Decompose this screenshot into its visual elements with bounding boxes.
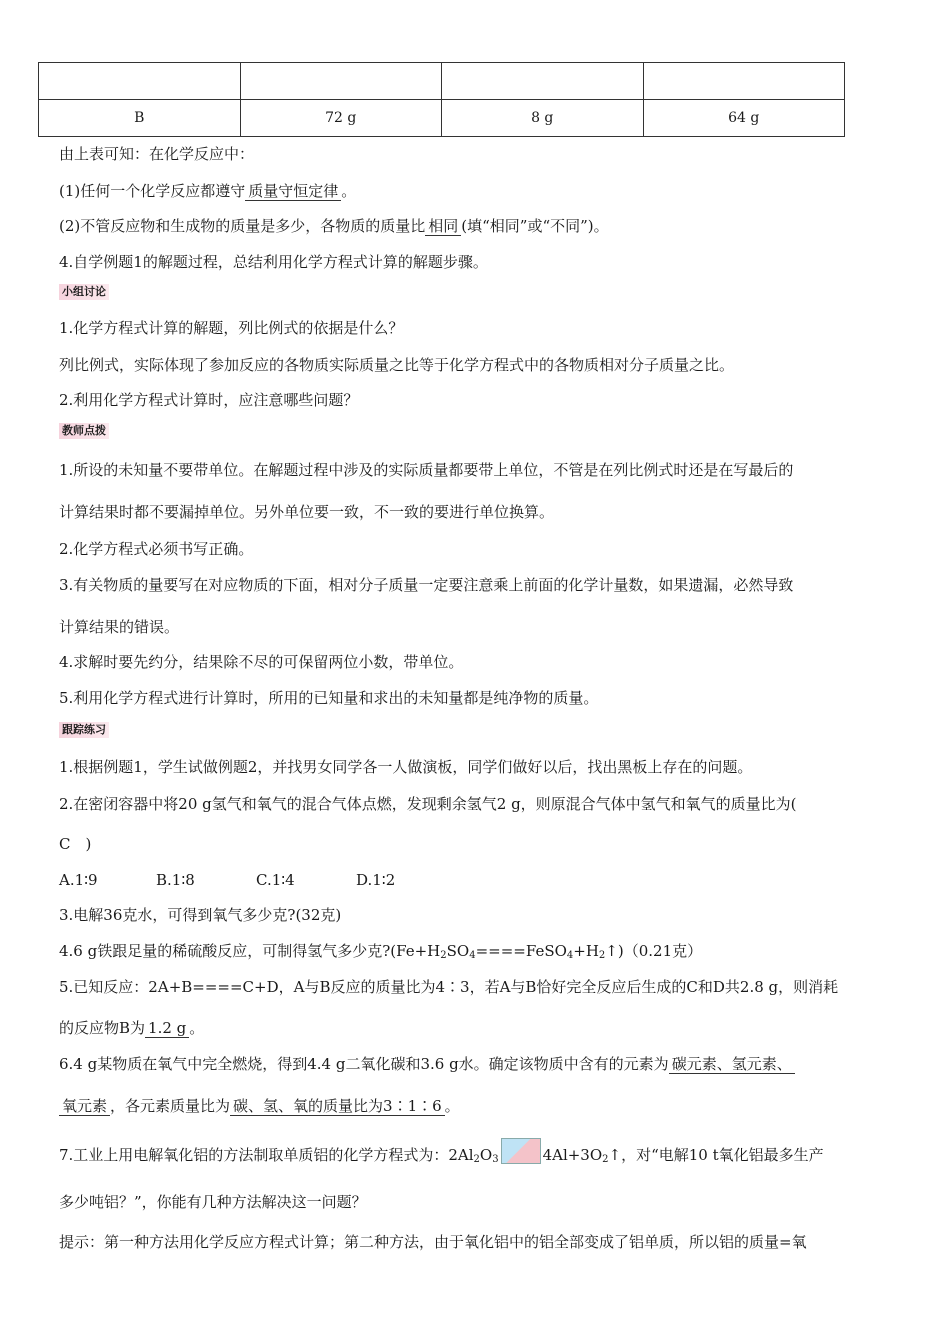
answer-blank: 氧元素 bbox=[59, 1097, 110, 1116]
exercise-4-text: +H bbox=[573, 942, 599, 960]
exercise-3: 3.电解36克水，可得到氧气多少克?(32克) bbox=[59, 906, 342, 924]
table-cell bbox=[39, 63, 241, 100]
option-b: B.1∶8 bbox=[156, 871, 195, 889]
answer-blank: 碳元素、氢元素、 bbox=[669, 1055, 795, 1074]
point-1-suffix: 。 bbox=[341, 182, 357, 200]
teacher-point-4: 4.求解时要先约分，结果除不尽的可保留两位小数，带单位。 bbox=[59, 653, 464, 671]
exercise-2-options bbox=[59, 870, 395, 890]
option-a: A.1∶9 bbox=[59, 871, 98, 889]
exercise-7-text: 4Al+3O bbox=[542, 1146, 603, 1164]
answer-blank: 1.2 g bbox=[145, 1019, 189, 1038]
answer-blank: 碳、氢、氧的质量比为3∶1∶6 bbox=[230, 1097, 445, 1116]
intro-text: 由上表可知：在化学反应中： bbox=[59, 145, 255, 163]
exercise-5-line-1: 5.已知反应：2A+B====C+D，A与B反应的质量比为4∶3，若A与B恰好完全反应后生成的C和D共2.8 g，则消耗 bbox=[59, 978, 839, 996]
table-cell: 72 g bbox=[240, 100, 442, 137]
table-cell bbox=[240, 63, 442, 100]
teacher-point-1a: 1.所设的未知量不要带单位。在解题过程中涉及的实际质量都要带上单位，不管是在列比例式时还是在写最后的 bbox=[59, 461, 794, 479]
exercise-5-text: 的反应物B为 bbox=[59, 1019, 146, 1037]
subscript: 4 bbox=[469, 950, 476, 961]
point-2-suffix: (填“相同”或“不同”)。 bbox=[461, 217, 609, 235]
point-4: 4.自学例题1的解题过程，总结利用化学方程式计算的解题步骤。 bbox=[59, 253, 488, 271]
table-row bbox=[39, 100, 845, 137]
data-table bbox=[38, 62, 845, 137]
exercise-7-text: 7.工业上用电解氧化铝的方法制取单质铝的化学方程式为：2Al bbox=[59, 1146, 474, 1164]
electrolysis-condition-image-icon bbox=[501, 1138, 541, 1164]
point-2-prefix: (2)不管反应物和生成物的质量是多少，各物质的质量比 bbox=[59, 217, 426, 235]
table-row bbox=[39, 63, 845, 100]
exercise-7-hint: 提示：第一种方法用化学反应方程式计算；第二种方法，由于氧化铝中的铝全部变成了铝单质，所以铝的质量=氧 bbox=[59, 1233, 807, 1251]
discuss-question-2: 2.利用化学方程式计算时，应注意哪些问题？ bbox=[59, 391, 359, 409]
exercise-7-text: ↑，对“电解10 t氧化铝最多生产 bbox=[608, 1146, 824, 1164]
section-tag-teacher: 教师点拨 bbox=[59, 423, 109, 439]
table-cell: B bbox=[39, 100, 241, 137]
answer-blank: 质量守恒定律 bbox=[245, 182, 341, 201]
teacher-point-1b: 计算结果时都不要漏掉单位。另外单位要一致，不一致的要进行单位换算。 bbox=[59, 503, 555, 521]
discuss-answer-1: 列比例式，实际体现了参加反应的各物质实际质量之比等于化学方程式中的各物质相对分子质量之比。 bbox=[59, 356, 735, 374]
exercise-4-text: ====FeSO bbox=[475, 942, 567, 960]
exercise-6-text: 。 bbox=[444, 1097, 460, 1115]
teacher-point-3a: 3.有关物质的量要写在对应物质的下面，相对分子质量一定要注意乘上前面的化学计量数，如果遗漏，必然导致 bbox=[59, 576, 794, 594]
exercise-6-line-1 bbox=[59, 1054, 795, 1074]
point-1 bbox=[59, 181, 356, 201]
exercise-6-text: 6.4 g某物质在氧气中完全燃烧，得到4.4 g二氧化碳和3.6 g水。确定该物质中含有的元素为 bbox=[59, 1055, 669, 1073]
section-tag-discuss: 小组讨论 bbox=[59, 284, 109, 300]
subscript: 2 bbox=[473, 1154, 480, 1165]
subscript: 2 bbox=[598, 950, 606, 961]
answer-blank: 相同 bbox=[425, 217, 461, 236]
table-cell: 8 g bbox=[442, 100, 644, 137]
exercise-7-line-2: 多少吨铝？”，你能有几种方法解决这一问题？ bbox=[59, 1193, 367, 1211]
exercise-4-text: 4.6 g铁跟足量的稀硫酸反应，可制得氢气多少克?(Fe+H bbox=[59, 942, 441, 960]
subscript: 2 bbox=[602, 1154, 609, 1165]
exercise-7-text: O bbox=[479, 1146, 493, 1164]
teacher-point-5: 5.利用化学方程式进行计算时，所用的已知量和求出的未知量都是纯净物的质量。 bbox=[59, 689, 599, 707]
exercise-5-line-2 bbox=[59, 1018, 204, 1038]
option-d: D.1∶2 bbox=[356, 871, 396, 889]
option-c: C.1∶4 bbox=[256, 871, 295, 889]
teacher-point-2: 2.化学方程式必须书写正确。 bbox=[59, 540, 254, 558]
exercise-6-line-2 bbox=[59, 1096, 460, 1116]
exercise-2-answer: C ) bbox=[59, 835, 92, 853]
discuss-question-1: 1.化学方程式计算的解题，列比例式的依据是什么？ bbox=[59, 319, 404, 337]
exercise-1: 1.根据例题1，学生试做例题2，并找男女同学各一人做演板，同学们做好以后，找出黑板上存在的问题。 bbox=[59, 758, 753, 776]
point-1-prefix: (1)任何一个化学反应都遵守 bbox=[59, 182, 246, 200]
teacher-point-3b: 计算结果的错误。 bbox=[59, 618, 180, 636]
table-cell: 64 g bbox=[643, 100, 845, 137]
exercise-4-text: SO bbox=[446, 942, 470, 960]
exercise-4-text: ↑)（0.21克） bbox=[605, 942, 703, 960]
table-cell bbox=[643, 63, 845, 100]
exercise-7-line-1 bbox=[59, 1138, 824, 1170]
exercise-2-question: 2.在密闭容器中将20 g氢气和氧气的混合气体点燃，发现剩余氢气2 g，则原混合气体中氢气和氧气的质量比为( bbox=[59, 795, 797, 813]
exercise-6-text: ，各元素质量比为 bbox=[110, 1097, 231, 1115]
point-2 bbox=[59, 216, 609, 236]
exercise-4 bbox=[59, 941, 702, 966]
subscript: 4 bbox=[566, 950, 574, 961]
subscript: 3 bbox=[492, 1154, 499, 1165]
section-tag-practice: 跟踪练习 bbox=[59, 722, 109, 738]
exercise-5-text: 。 bbox=[189, 1019, 205, 1037]
subscript: 2 bbox=[440, 950, 447, 961]
table-cell bbox=[442, 63, 644, 100]
